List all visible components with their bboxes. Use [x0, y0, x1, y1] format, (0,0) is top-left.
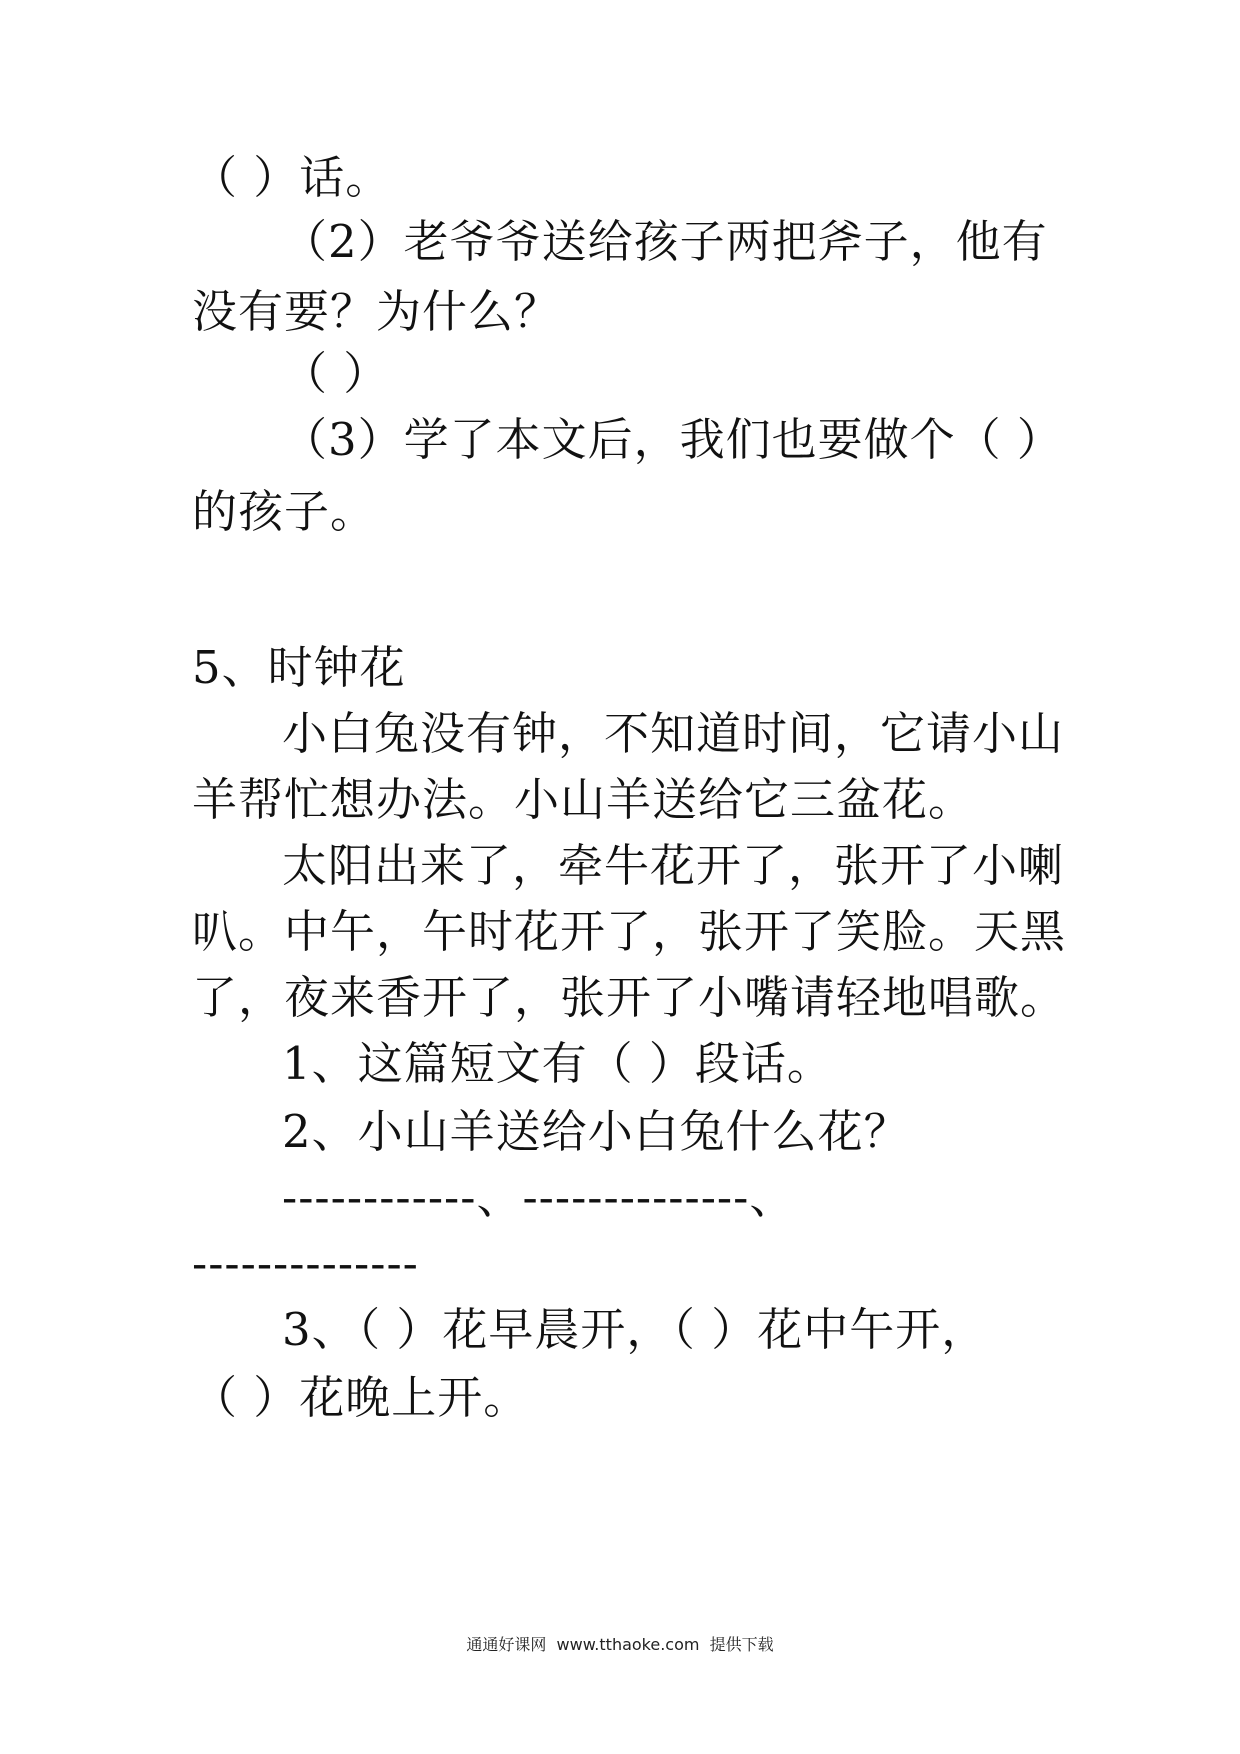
section-title: 5、时钟花 — [192, 641, 406, 694]
question-3-line-b: （ ）花晚上开。 — [192, 1371, 530, 1424]
question-2-answer: （ ） — [282, 347, 390, 400]
paragraph-1-line-2: 羊帮忙想办法。小山羊送给它三盆花。 — [192, 773, 975, 826]
question-3-line-2: 的孩子。 — [192, 485, 377, 538]
question-2: 2、小山羊送给小白兔什么花？ — [282, 1105, 910, 1158]
paragraph-2-line-1: 太阳出来了，牵牛花开了，张开了小喇 — [282, 839, 1065, 892]
answer-blanks-line-2: -------------- — [192, 1237, 419, 1290]
answer-line-1: （ ）话。 — [192, 151, 392, 204]
question-3-line-a: 3、（ ）花早晨开，（ ）花中午开， — [282, 1303, 988, 1356]
paragraph-2-line-2: 叭。中午，午时花开了，张开了笑脸。天黑 — [192, 905, 1067, 958]
paragraph-1-line-1: 小白兔没有钟，不知道时间，它请小山 — [282, 707, 1065, 760]
paragraph-2-line-3: 了，夜来香开了，张开了小嘴请轻地唱歌。 — [192, 971, 1067, 1024]
question-2-line-1: （2）老爷爷送给孩子两把斧子，他有 — [282, 215, 1048, 268]
question-2-line-2: 没有要？为什么？ — [192, 285, 561, 338]
question-1: 1、这篇短文有（ ）段话。 — [282, 1037, 833, 1090]
answer-blanks-line-1: ------------、--------------、 — [282, 1171, 796, 1224]
footer-credit: 通通好课网 www.tthaoke.com 提供下载 — [466, 1635, 774, 1654]
question-3-line-1: （3）学了本文后，我们也要做个（ ） — [282, 413, 1063, 466]
